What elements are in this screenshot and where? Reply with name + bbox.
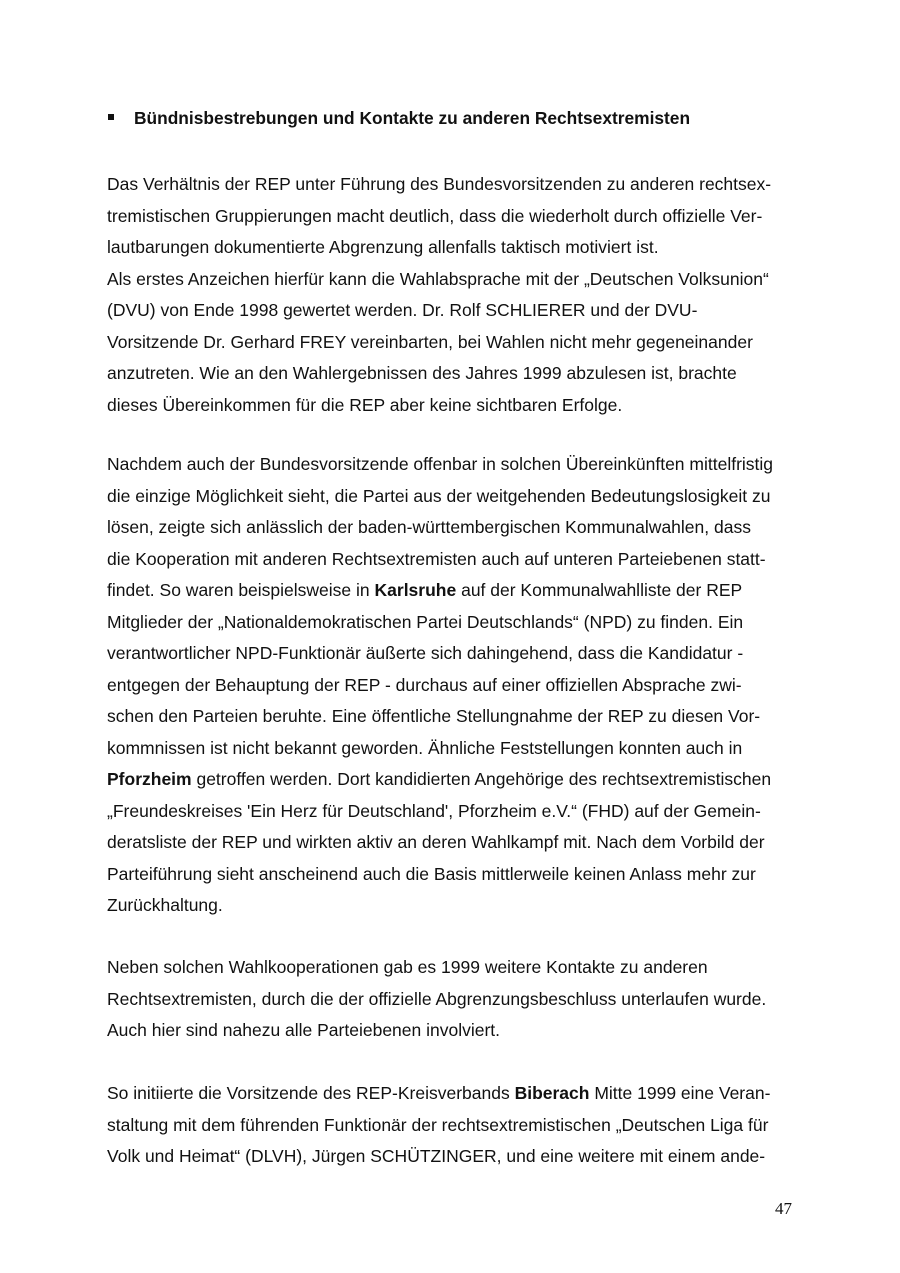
text-line: Zurückhaltung. (107, 895, 223, 915)
bold-place-name: Biberach (514, 1083, 590, 1103)
text-line: Auch hier sind nahezu alle Parteiebenen involviert. (107, 1020, 501, 1040)
text-line: dieses Übereinkommen für die REP aber keine sichtbaren Erfolge. (107, 394, 623, 415)
text-line: kommnissen ist nicht bekannt geworden. Ähnliche Feststellungen konnten auch in (107, 737, 743, 758)
text-line: Vorsitzende Dr. Gerhard FREY vereinbarten, bei Wahlen nicht mehr gegeneinander (107, 331, 753, 352)
bold-place-name: Pforzheim (107, 769, 192, 789)
text-line: Nachdem auch der Bundesvorsitzende offenbar in solchen Übereinkünften mittelfristig (107, 454, 774, 474)
text-line: Mitglieder der „Nationaldemokratischen Partei Deutschlands“ (NPD) zu finden. Ein (107, 611, 744, 632)
line-text: Mitte 1999 eine Veran- (589, 1083, 771, 1103)
text-line (107, 765, 771, 793)
text-line: verantwortlicher NPD-Funktionär äußerte sich dahingehend, dass die Kandidatur - (107, 643, 744, 663)
text-line: Als erstes Anzeichen hierfür kann die Wahlabsprache mit der „Deutschen Volksunion“ (107, 268, 769, 289)
bold-place-name: Karlsruhe (374, 580, 457, 600)
text-line: tremistischen Gruppierungen macht deutlich, dass die wiederholt durch offizielle Ver- (107, 205, 763, 226)
text-line: die einzige Möglichkeit sieht, die Partei aus der weitgehenden Bedeutungslosigkeit zu (107, 485, 771, 506)
text-line: Volk und Heimat“ (DLVH), Jürgen SCHÜTZINGER, und eine weitere mit einem ande- (107, 1146, 766, 1166)
text-line: lautbarungen dokumentierte Abgrenzung allenfalls taktisch motiviert ist. (107, 237, 659, 257)
text-line: Rechtsextremisten, durch die der offizielle Abgrenzungsbeschluss unterlaufen wurde. (107, 988, 767, 1009)
text-line: Neben solchen Wahlkooperationen gab es 1999 weitere Kontakte zu anderen (107, 957, 708, 977)
text-line: deratsliste der REP und wirkten aktiv an deren Wahlkampf mit. Nach dem Vorbild der (107, 832, 765, 852)
line-text: So initiierte die Vorsitzende des REP-Kreisverbands (107, 1083, 515, 1103)
text-line: „Freundeskreises 'Ein Herz für Deutschland', Pforzheim e.V.“ (FHD) auf der Gemein- (107, 800, 761, 821)
text-line: anzutreten. Wie an den Wahlergebnissen des Jahres 1999 abzulesen ist, brachte (107, 363, 737, 383)
section-heading (108, 104, 808, 132)
section-heading-text: Bündnisbestrebungen und Kontakte zu anderen Rechtsextremisten (134, 108, 691, 128)
line-text: getroffen werden. Dort kandidierten Angehörige des rechtsextremistischen (191, 769, 772, 789)
text-line: staltung mit dem führenden Funktionär der rechtsextremistischen „Deutschen Liga für (107, 1114, 769, 1135)
page-number: 47 (775, 1199, 792, 1218)
text-line (107, 1079, 770, 1107)
text-line: entgegen der Behauptung der REP - durchaus auf einer offiziellen Absprache zwi- (107, 674, 742, 695)
line-text: auf der Kommunalwahlliste der REP (456, 580, 743, 600)
text-line: (DVU) von Ende 1998 gewertet werden. Dr. Rolf SCHLIERER und der DVU- (107, 300, 698, 320)
line-text: findet. So waren beispielsweise in (107, 580, 375, 600)
text-line: lösen, zeigte sich anlässlich der baden-württembergischen Kommunalwahlen, dass (107, 517, 751, 537)
text-line: die Kooperation mit anderen Rechtsextremisten auch auf unteren Parteiebenen statt- (107, 548, 766, 569)
text-line: Parteiführung sieht anscheinend auch die Basis mittlerweile keinen Anlass mehr zur (107, 863, 756, 884)
text-line: Das Verhältnis der REP unter Führung des Bundesvorsitzenden zu anderen rechtsex- (107, 174, 772, 194)
bullet-icon (108, 114, 114, 120)
text-line (107, 576, 742, 604)
text-line: schen den Parteien beruhte. Eine öffentliche Stellungnahme der REP zu diesen Vor- (107, 706, 761, 726)
